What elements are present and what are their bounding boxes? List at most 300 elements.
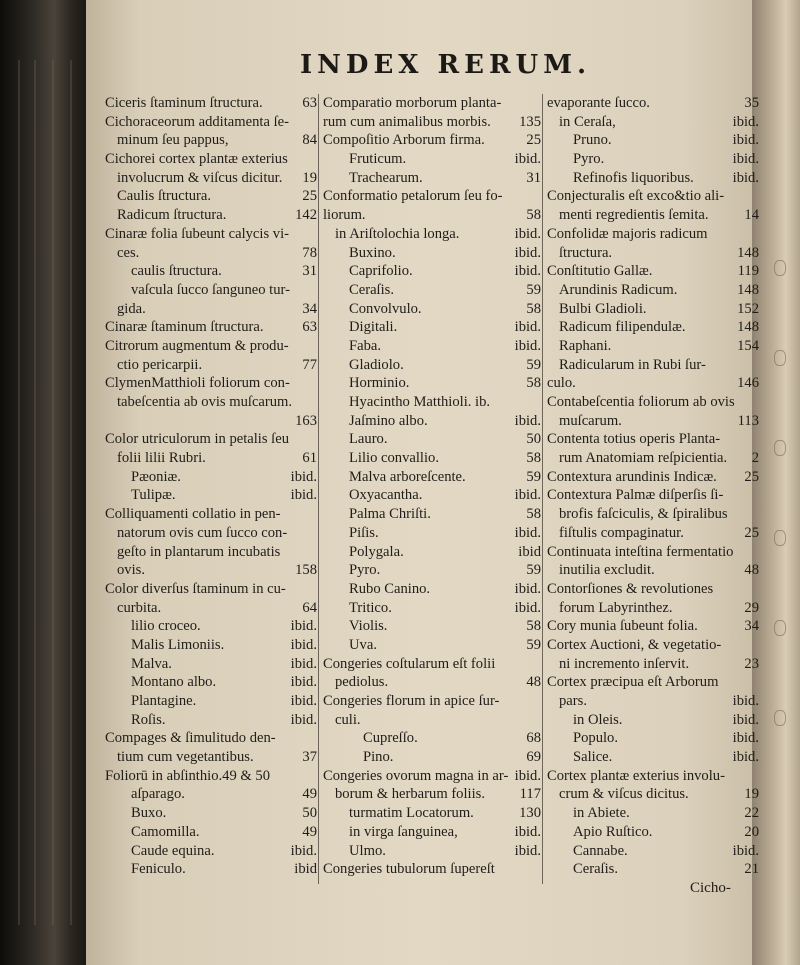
index-entry-page: [755, 767, 759, 786]
index-entry-text: Malva.: [131, 655, 172, 672]
index-entry-text: Conjecturalis eſt exco&tio ali-: [547, 188, 725, 205]
index-entry-page: 63: [302, 95, 317, 111]
index-entry-text: tium cum vegetantibus.: [117, 749, 254, 766]
index-entry-page: 119: [737, 263, 759, 280]
index-entry-page: [313, 374, 317, 393]
index-entry-page: [313, 505, 317, 524]
index-entry-text: Color utriculorum in petalis ſeu: [105, 431, 290, 448]
index-entry-page: 35: [744, 95, 759, 111]
book-gutter: [0, 0, 90, 965]
index-entry: [323, 356, 541, 375]
index-entry-text: Pino.: [363, 749, 394, 766]
index-entry: [105, 449, 317, 468]
index-entry-page: 58: [526, 450, 541, 467]
index-entry: [323, 449, 541, 468]
index-entry-page: 148: [737, 281, 759, 298]
index-entry-page: 31: [302, 263, 317, 280]
index-entry: [547, 804, 759, 823]
index-entry-text: culi.: [335, 711, 361, 728]
index-entry-text: Caude equina.: [131, 842, 215, 859]
facing-page-edge: [752, 0, 800, 965]
index-entry: [105, 655, 317, 674]
index-entry: [323, 169, 541, 188]
index-entry-page: 84: [302, 132, 317, 149]
index-entry-text: Faba.: [349, 337, 382, 354]
index-entry-page: [313, 281, 317, 300]
index-entry-text: Caprifolio.: [349, 263, 413, 280]
index-entry: [105, 617, 317, 636]
index-entry: [547, 169, 759, 188]
index-entry: [323, 150, 541, 169]
index-entry-page: [755, 543, 759, 562]
index-entry: [323, 337, 541, 356]
index-entry-text: inutilia excludit.: [559, 562, 655, 579]
index-entry-text: pars.: [559, 693, 587, 709]
index-entry-page: ibid.: [732, 842, 759, 859]
index-entry: [547, 300, 759, 319]
index-entry-text: Pruno.: [573, 132, 612, 149]
index-entry-page: ibid.: [290, 674, 317, 691]
index-entry-page: 14: [744, 207, 759, 224]
index-entry-text: Piſis.: [349, 524, 379, 541]
index-entry-page: [313, 150, 317, 169]
index-entry: [547, 617, 759, 636]
index-entry: [547, 150, 759, 169]
index-entry-page: 142: [295, 207, 317, 224]
index-entry-page: 50: [302, 805, 317, 822]
index-entry-text: Lilio convallio.: [349, 450, 439, 467]
index-entry: [105, 113, 317, 132]
index-entry-page: [313, 225, 317, 244]
index-entry-text: Uva.: [349, 636, 377, 653]
index-entry-text: Arundinis Radicum.: [559, 281, 678, 298]
index-entry: [105, 860, 317, 879]
index-entry-page: [313, 580, 317, 599]
index-entry-text: Montano albo.: [131, 674, 217, 691]
index-entry-page: ibid.: [514, 263, 541, 280]
index-entry-text: Horminio.: [349, 375, 410, 392]
index-entry: [547, 356, 759, 375]
index-entry-text: crum & viſcus dicitus.: [559, 786, 689, 803]
index-entry: [547, 729, 759, 748]
index-entry-page: [313, 524, 317, 543]
index-entry-text: Cortex Auctioni, & vegetatio-: [547, 636, 722, 653]
column-rule: [318, 94, 319, 884]
index-entry-page: 59: [526, 468, 541, 485]
index-entry: [323, 599, 541, 618]
index-entry-text: Compoſitio Arborum firma.: [323, 132, 485, 149]
index-entry: [323, 636, 541, 655]
index-entry-page: [537, 187, 541, 206]
index-entry-text: Malis Limoniis.: [131, 636, 225, 653]
index-entry: [105, 468, 317, 487]
index-entry-text: Camomilla.: [131, 823, 200, 840]
index-entry-text: Congeries ovorum magna in ar-: [323, 767, 509, 784]
index-entry: [547, 505, 759, 524]
index-entry-page: 117: [519, 786, 541, 803]
index-entry-text: Gladiolo.: [349, 356, 404, 373]
index-entry-text: Radicum filipendulæ.: [559, 319, 686, 336]
index-entry-page: 19: [744, 786, 759, 803]
index-entry-page: [755, 580, 759, 599]
catchword: Cicho-: [690, 880, 731, 896]
index-entry-page: 58: [526, 207, 541, 224]
index-entry-text: Roſis.: [131, 711, 166, 728]
index-entry: [323, 412, 541, 431]
index-entry: [323, 860, 541, 879]
index-entry: [105, 206, 317, 225]
index-entry-page: 69: [526, 749, 541, 766]
index-entry-page: 22: [744, 805, 759, 822]
index-entry-page: ibid.: [290, 487, 317, 504]
index-entry-page: ibid: [518, 543, 541, 560]
index-entry-page: [755, 356, 759, 375]
index-entry: [105, 636, 317, 655]
index-entry: [547, 412, 759, 431]
index-entry: [323, 94, 541, 113]
index-entry-text: Refinofis liquoribus.: [573, 169, 694, 186]
index-entry-text: Buxo.: [131, 805, 167, 822]
column-rule: [542, 94, 543, 884]
index-entry-page: ibid.: [732, 693, 759, 709]
index-entry: [105, 169, 317, 188]
index-entry: [105, 543, 317, 562]
index-entry: [547, 767, 759, 786]
index-entry: [323, 374, 541, 393]
index-entry-page: 2: [751, 450, 759, 467]
index-entry: [547, 561, 759, 580]
index-entry-page: [755, 673, 759, 692]
index-entry-text: Citrorum augmentum & produ-: [105, 337, 289, 354]
index-entry-text: aſparago.: [131, 786, 185, 803]
index-entry-text: in Oleis.: [573, 711, 623, 728]
index-entry-text: muſcarum.: [559, 412, 622, 429]
index-entry: [547, 113, 759, 132]
index-entry-page: 154: [737, 337, 759, 354]
index-entry-text: ni incremento inſervit.: [559, 655, 690, 672]
index-entry-page: [537, 692, 541, 711]
index-entry-page: ibid.: [514, 319, 541, 336]
index-entry: [105, 599, 317, 618]
index-entry: [105, 262, 317, 281]
index-entry-page: [755, 430, 759, 449]
index-entry: [105, 94, 317, 113]
index-entry-page: 48: [744, 562, 759, 579]
index-entry-page: ibid.: [290, 468, 317, 485]
index-entry-text: involucrum & viſcus dicitur.: [117, 169, 283, 186]
index-entry: [547, 94, 759, 113]
index-entry-page: 58: [526, 506, 541, 523]
index-entry-text: Tritico.: [349, 599, 392, 616]
index-entry: [105, 318, 317, 337]
index-entry-text: Confolidæ majoris radicum: [547, 225, 708, 242]
index-entry-page: ibid.: [514, 151, 541, 168]
index-entry-text: Malva arboreſcente.: [349, 468, 466, 485]
index-entry-text: Cichoraceorum additamenta ſe-: [105, 113, 289, 130]
index-entry: [547, 393, 759, 412]
index-entry-text: Raphani.: [559, 337, 612, 354]
index-entry-page: [755, 187, 759, 206]
index-entry-text: Tulipæ.: [131, 487, 176, 504]
index-entry-page: [755, 393, 759, 412]
index-entry-page: 49: [302, 823, 317, 840]
index-entry-text: Ceraſis.: [349, 281, 394, 298]
index-entry: [323, 244, 541, 263]
index-entry-text: rum Anatomiam reſpicientia.: [559, 450, 728, 467]
index-entry-text: natorum ovis cum ſucco con-: [117, 524, 288, 541]
index-entry-page: [537, 94, 541, 113]
index-entry: [105, 393, 317, 412]
index-entry: [105, 505, 317, 524]
index-entry: [547, 468, 759, 487]
index-entry: [323, 767, 541, 786]
index-entry: [323, 524, 541, 543]
index-entry-text: Apio Ruſtico.: [573, 823, 653, 840]
index-entry: [105, 524, 317, 543]
index-entry-text: in Ceraſa,: [559, 113, 616, 130]
index-entry-page: ibid.: [514, 767, 541, 784]
index-entry-page: ibid.: [514, 225, 541, 242]
index-entry-page: 34: [302, 300, 317, 317]
index-entry: [547, 524, 759, 543]
page-header: INDEX RERUM.: [300, 50, 592, 80]
index-entry: [323, 430, 541, 449]
index-entry-text: Hyacintho Matthioli. ib.: [349, 394, 491, 410]
index-entry-page: 25: [744, 524, 759, 541]
index-entry-text: in Ariſtolochia longa.: [335, 225, 460, 242]
index-entry-text: Plantagine.: [131, 693, 197, 709]
index-entry-page: 78: [302, 244, 317, 261]
index-entry-text: Polygala.: [349, 543, 404, 560]
index-entry-text: [105, 412, 291, 431]
index-entry-text: curbita.: [117, 599, 162, 616]
index-entry: [323, 842, 541, 861]
index-entry-text: Bulbi Gladioli.: [559, 300, 647, 317]
index-entry-text: Cory munia ſubeunt folia.: [547, 618, 698, 635]
index-entry-text: menti regredientis ſemita.: [559, 207, 709, 224]
index-entry: [547, 711, 759, 730]
index-entry-page: ibid: [294, 861, 317, 878]
index-entry-text: ctio pericarpii.: [117, 356, 203, 373]
index-entry-page: 148: [737, 244, 759, 261]
index-entry-text: Contenta totius operis Planta-: [547, 431, 721, 448]
index-entry: [323, 505, 541, 524]
index-entry-page: [755, 225, 759, 244]
index-entry: [105, 692, 317, 711]
index-entry: [323, 281, 541, 300]
index-entry: [547, 785, 759, 804]
index-entry: [547, 655, 759, 674]
index-entry: [323, 486, 541, 505]
index-entry-text: Lauro.: [349, 431, 388, 448]
index-entry: [105, 374, 317, 393]
index-entry-page: ibid.: [732, 132, 759, 149]
index-entry-page: 148: [737, 319, 759, 336]
index-entry: [547, 318, 759, 337]
index-entry-page: 25: [302, 188, 317, 205]
index-entry-text: brofis faſciculis, & ſpiralibus: [559, 506, 728, 523]
index-entry: [105, 412, 317, 431]
index-entry: [323, 113, 541, 132]
index-entry: [105, 244, 317, 263]
index-entry-text: Cinaræ ſtaminum ſtructura.: [105, 319, 264, 336]
index-entry-text: Ulmo.: [349, 842, 386, 859]
index-entry-text: Radicum ſtructura.: [117, 207, 227, 224]
index-entry-text: pediolus.: [335, 674, 389, 691]
index-entry: [105, 823, 317, 842]
index-entry-text: Caulis ſtructura.: [117, 188, 212, 205]
index-entry-text: in virga ſanguinea,: [349, 823, 458, 840]
index-entry-text: Violis.: [349, 618, 388, 635]
index-entry: [547, 187, 759, 206]
index-entry-page: 20: [744, 823, 759, 840]
index-entry-page: 63: [302, 319, 317, 336]
index-entry-page: ibid.: [514, 842, 541, 859]
index-entry-text: Radicularum in Rubi ſur-: [559, 356, 706, 373]
index-entry: [323, 823, 541, 842]
index-entry-text: in Abiete.: [573, 805, 630, 822]
index-entry-page: 58: [526, 300, 541, 317]
index-entry-page: ibid.: [514, 337, 541, 354]
index-entry-page: 59: [526, 636, 541, 653]
index-entry-text: gida.: [117, 300, 146, 317]
index-entry: [323, 804, 541, 823]
index-entry-text: Populo.: [573, 730, 619, 747]
index-entry-text: turmatim Locatorum.: [349, 805, 474, 822]
index-entry-text: Contorſiones & revolutiones: [547, 580, 714, 597]
index-entry-page: 113: [737, 412, 759, 429]
index-entry: [105, 767, 317, 786]
index-entry-text: Congeries coſtularum eſt folii: [323, 655, 496, 672]
index-entry-text: Salice.: [573, 749, 613, 766]
index-entry-text: Jaſmino albo.: [349, 412, 428, 429]
index-entry-page: 152: [737, 300, 759, 317]
index-entry: [547, 131, 759, 150]
index-entry-page: ibid.: [290, 618, 317, 635]
index-entry: [323, 655, 541, 674]
index-entry-text: ClymenMatthioli foliorum con-: [105, 375, 290, 392]
index-entry: [547, 580, 759, 599]
index-entry-text: Cichorei cortex plantæ exterius: [105, 151, 288, 168]
index-entry-text: Colliquamenti collatio in pen-: [105, 506, 281, 523]
index-entry-page: 77: [302, 356, 317, 373]
index-entry-page: [537, 393, 541, 412]
index-entry: [323, 262, 541, 281]
index-entry-page: ibid.: [514, 599, 541, 616]
index-entry-page: ibid.: [732, 113, 759, 130]
index-entry-page: 34: [744, 618, 759, 635]
index-entry: [547, 449, 759, 468]
index-entry: [105, 580, 317, 599]
index-entry-text: forum Labyrinthez.: [559, 599, 673, 616]
index-entry: [105, 486, 317, 505]
index-entry-text: ces.: [117, 244, 140, 261]
index-entry-page: ibid.: [290, 693, 317, 709]
index-entry: [105, 842, 317, 861]
index-entry: [323, 225, 541, 244]
index-entry-text: fiſtulis compaginatur.: [559, 524, 684, 541]
index-entry: [323, 468, 541, 487]
index-column-2: [323, 94, 541, 884]
index-entry-page: 25: [526, 132, 541, 149]
index-entry-text: caulis ſtructura.: [131, 263, 222, 280]
index-entry-text: Palma Chriſti.: [349, 506, 431, 523]
index-entry-page: 58: [526, 618, 541, 635]
index-entry: [105, 430, 317, 449]
index-entry-text: borum & herbarum foliis.: [335, 786, 485, 803]
index-entry-text: Cortex præcipua eſt Arborum: [547, 674, 719, 691]
index-entry-text: Conſtitutio Gallæ.: [547, 263, 653, 280]
index-entry-page: [537, 711, 541, 730]
index-entry-page: ibid.: [290, 655, 317, 672]
index-entry: [323, 748, 541, 767]
index-entry-text: ovis.: [117, 562, 145, 579]
index-entry-page: [755, 486, 759, 505]
index-entry-page: ibid.: [514, 487, 541, 504]
index-entry: [323, 785, 541, 804]
index-entry: [105, 356, 317, 375]
index-entry-page: 68: [526, 730, 541, 747]
index-entry-page: 23: [744, 655, 759, 672]
index-entry-page: 58: [526, 375, 541, 392]
index-entry-page: [313, 543, 317, 562]
index-entry: [547, 206, 759, 225]
index-entry-page: [313, 393, 317, 412]
index-entry: [105, 711, 317, 730]
index-entry: [105, 748, 317, 767]
index-entry: [323, 300, 541, 319]
index-entry: [547, 244, 759, 263]
index-entry-page: 59: [526, 562, 541, 579]
index-entry: [105, 337, 317, 356]
index-entry-text: Compages & ſimulitudo den-: [105, 730, 276, 747]
index-entry-page: ibid.: [732, 151, 759, 168]
index-column-3: [547, 94, 759, 884]
index-entry: [323, 561, 541, 580]
index-entry-page: [313, 729, 317, 748]
index-entry: [105, 785, 317, 804]
index-entry: [323, 318, 541, 337]
index-entry-page: 21: [744, 861, 759, 878]
index-entry-text: Pyro.: [573, 151, 605, 168]
index-entry: [547, 225, 759, 244]
index-entry-text: Trachearum.: [349, 169, 423, 186]
index-entry-page: ibid.: [732, 749, 759, 766]
index-entry-text: Comparatio morborum planta-: [323, 95, 502, 111]
index-entry-page: [313, 430, 317, 449]
index-entry-text: Cinaræ folia ſubeunt calycis vi-: [105, 225, 289, 242]
index-entry-text: Buxino.: [349, 244, 396, 261]
index-entry-page: 130: [519, 805, 541, 822]
index-entry: [547, 543, 759, 562]
index-entry: [323, 393, 541, 412]
index-entry-text: Digitali.: [349, 319, 398, 336]
index-entry: [105, 804, 317, 823]
index-entry-page: 59: [526, 281, 541, 298]
index-entry-page: 25: [744, 468, 759, 485]
index-entry-page: [537, 655, 541, 674]
index-entry-page: ibid.: [514, 412, 541, 429]
index-entry-page: ibid.: [732, 711, 759, 728]
index-entry-page: 146: [737, 375, 759, 392]
index-entry-page: ibid.: [290, 711, 317, 728]
index-entry: [105, 729, 317, 748]
index-entry-page: 37: [302, 749, 317, 766]
index-entry-page: 61: [302, 450, 317, 467]
index-entry-text: Contextura Palmæ diſperſis ſi-: [547, 487, 724, 504]
index-entry: [547, 337, 759, 356]
index-entry-text: Cupreſſo.: [363, 730, 418, 747]
